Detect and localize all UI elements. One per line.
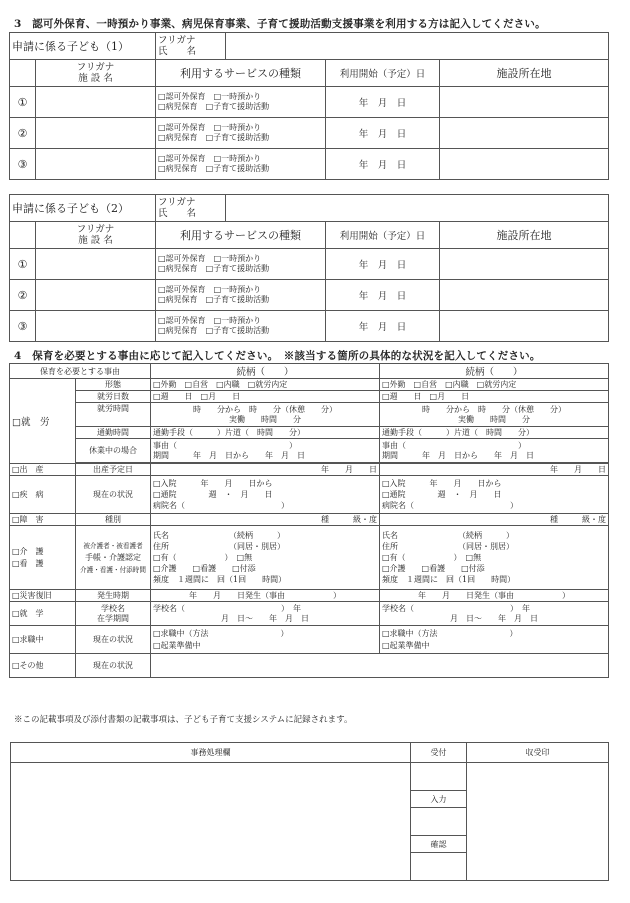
section-3-heading: 3 認可外保育、一時預かり事業、病児保育事業、子育て援助活動支援事業を利用する方は記入してください。 [14, 18, 546, 30]
disability-sub-label: 種別 [76, 514, 151, 526]
birth-sub-label: 出産予定日 [76, 464, 151, 476]
facility-name-header: 施 設 名 [78, 235, 113, 246]
furigana-label: フリガナ [158, 35, 196, 46]
work-form-field-2[interactable]: □外勤 □自営 □内職 □就労内定 [380, 379, 609, 391]
confirm-label: 確認 [411, 836, 467, 853]
facility-name-field[interactable] [36, 149, 156, 180]
work-leave-label: 休業中の場合 [76, 439, 151, 463]
row-number: ① [10, 87, 36, 118]
facility-name-field[interactable] [36, 280, 156, 311]
location-field[interactable] [440, 249, 609, 280]
birth-date-field-2[interactable]: 年 月 日 [380, 464, 609, 476]
relation-header-2: 続柄（ ） [380, 364, 609, 379]
start-date-field[interactable]: 年 月 日 [326, 249, 440, 280]
start-date-header: 利用開始（予定）日 [326, 60, 440, 87]
office-header: 事務処理欄 [11, 743, 411, 763]
disability-field-1[interactable]: 種 級・度 [151, 514, 380, 526]
child-block-2 [9, 194, 609, 342]
stamp-label: 収受印 [467, 743, 609, 763]
service-options[interactable]: □認可外保育 □一時預かり □病児保育 □子育て援助活動 [156, 249, 326, 280]
section-4-heading: 4 保育を必要とする事由に応じて記入してください。 ※該当する箇所の具体的な状況を記入してください。 [14, 350, 541, 362]
reasons-table [9, 363, 609, 678]
furigana-label: フリガナ [158, 197, 196, 208]
reason-header: 保育を必要とする事由 [10, 364, 151, 379]
school-sub-labels: 学校名 在学期間 [76, 602, 151, 626]
disability-field-2[interactable]: 種 級・度 [380, 514, 609, 526]
facility-furigana-header: フリガナ [76, 62, 115, 73]
service-type-header: 利用するサービスの種類 [156, 60, 326, 87]
child-1-label: 申請に係る子ども（1） [10, 33, 156, 60]
school-checkbox[interactable]: □就 学 [10, 602, 76, 626]
location-field[interactable] [440, 280, 609, 311]
location-header: 施設所在地 [440, 222, 609, 249]
stamp-area[interactable] [467, 763, 609, 881]
work-form-field-1[interactable]: □外勤 □自営 □内職 □就労内定 [151, 379, 380, 391]
row-number: ① [10, 249, 36, 280]
jobseek-field-2[interactable]: □求職中（方法 ） □起業準備中 [380, 626, 609, 654]
school-field-1[interactable]: 学校名（ ） 年 月 日～ 年 月 日 [151, 602, 380, 626]
school-field-2[interactable]: 学校名（ ） 年 月 日～ 年 月 日 [380, 602, 609, 626]
disaster-checkbox[interactable]: □災害復旧 [10, 590, 76, 602]
office-processing-area[interactable] [11, 763, 411, 881]
jobseek-checkbox[interactable]: □求職中 [10, 626, 76, 654]
start-date-field[interactable]: 年 月 日 [326, 87, 440, 118]
row-number: ③ [10, 149, 36, 180]
work-form-label: 形態 [76, 379, 151, 391]
work-days-label: 就労日数 [76, 391, 151, 403]
care-checkbox[interactable]: □介 護 □看 護 [10, 526, 76, 590]
work-commute-field-1[interactable]: 通勤手段（ ）片道（ 時間 分） [151, 427, 380, 439]
system-note: ※この記載事項及び添付書類の記載事項は、子ども子育て支援システムに記録されます。 [14, 715, 353, 725]
service-options[interactable]: □認可外保育 □一時預かり □病児保育 □子育て援助活動 [156, 311, 326, 342]
birth-date-field-1[interactable]: 年 月 日 [151, 464, 380, 476]
illness-checkbox[interactable]: □疾 病 [10, 476, 76, 514]
service-options[interactable]: □認可外保育 □一時預かり □病児保育 □子育て援助活動 [156, 118, 326, 149]
work-leave-field-1[interactable]: 事由（ ） 期間 年 月 日から 年 月 日 [151, 439, 380, 463]
work-commute-field-2[interactable]: 通勤手段（ ）片道（ 時間 分） [380, 427, 609, 439]
facility-name-header: 施 設 名 [78, 73, 113, 84]
location-field[interactable] [440, 118, 609, 149]
other-sub-label: 現在の状況 [76, 654, 151, 678]
location-field[interactable] [440, 149, 609, 180]
jobseek-field-1[interactable]: □求職中（方法 ） □起業準備中 [151, 626, 380, 654]
location-field[interactable] [440, 87, 609, 118]
facility-name-field[interactable] [36, 249, 156, 280]
child-block-1 [9, 32, 609, 180]
work-hours-label: 就労時間 [76, 403, 151, 427]
office-use-table [10, 742, 609, 881]
care-field-2[interactable]: 氏名 （続柄 ） 住所 （同居・別居） □有（ ） □無 □介護 □看護 □付添 頻度 １週間に 回（1回 時間） [380, 526, 609, 590]
start-date-header: 利用開始（予定）日 [326, 222, 440, 249]
row-number: ② [10, 280, 36, 311]
child-2-label: 申請に係る子ども（2） [10, 195, 156, 222]
input-label: 入力 [411, 791, 467, 808]
row-number: ③ [10, 311, 36, 342]
location-field[interactable] [440, 311, 609, 342]
child-2-name-field[interactable] [226, 195, 609, 222]
row-number: ② [10, 118, 36, 149]
service-options[interactable]: □認可外保育 □一時預かり □病児保育 □子育て援助活動 [156, 149, 326, 180]
work-checkbox[interactable]: □就 労 [10, 379, 76, 464]
name-label: 氏 名 [158, 208, 197, 219]
disaster-sub-label: 発生時期 [76, 590, 151, 602]
illness-field-2[interactable]: □入院 年 月 日から □通院 週 ・ 月 日 病院名（ ） [380, 476, 609, 514]
received-label: 受付 [411, 743, 467, 763]
work-leave-field-2[interactable]: 事由（ ） 期間 年 月 日から 年 月 日 [380, 439, 609, 463]
name-label: 氏 名 [158, 46, 197, 57]
facility-name-field[interactable] [36, 311, 156, 342]
disaster-field-1[interactable]: 年 月 日発生（事由 ） [151, 590, 380, 602]
jobseek-sub-label: 現在の状況 [76, 626, 151, 654]
work-days-field-1[interactable]: □週 日 □月 日 [151, 391, 380, 403]
work-hours-field-2[interactable]: 時 分から 時 分（休憩 分） 実働 時間 分 [380, 403, 609, 427]
location-header: 施設所在地 [440, 60, 609, 87]
care-field-1[interactable]: 氏名 （続柄 ） 住所 （同居・別居） □有（ ） □無 □介護 □看護 □付添 頻度 １週間に 回（1回 時間） [151, 526, 380, 590]
start-date-field[interactable]: 年 月 日 [326, 118, 440, 149]
other-checkbox[interactable]: □その他 [10, 654, 76, 678]
facility-furigana-header: フリガナ [76, 224, 115, 235]
service-options[interactable]: □認可外保育 □一時預かり □病児保育 □子育て援助活動 [156, 280, 326, 311]
disaster-field-2[interactable]: 年 月 日発生（事由 ） [380, 590, 609, 602]
start-date-field[interactable]: 年 月 日 [326, 280, 440, 311]
birth-checkbox[interactable]: □出 産 [10, 464, 76, 476]
start-date-field[interactable]: 年 月 日 [326, 311, 440, 342]
work-commute-label: 通勤時間 [76, 427, 151, 439]
illness-field-1[interactable]: □入院 年 月 日から □通院 週 ・ 月 日 病院名（ ） [151, 476, 380, 514]
illness-sub-label: 現在の状況 [76, 476, 151, 514]
child-1-name-field[interactable] [226, 33, 609, 60]
start-date-field[interactable]: 年 月 日 [326, 149, 440, 180]
facility-name-field[interactable] [36, 87, 156, 118]
service-options[interactable]: □認可外保育 □一時預かり □病児保育 □子育て援助活動 [156, 87, 326, 118]
facility-name-field[interactable] [36, 118, 156, 149]
service-type-header: 利用するサービスの種類 [156, 222, 326, 249]
disability-checkbox[interactable]: □障 害 [10, 514, 76, 526]
input-field[interactable] [411, 808, 467, 836]
work-days-field-2[interactable]: □週 日 □月 日 [380, 391, 609, 403]
confirm-field[interactable] [411, 853, 467, 881]
work-hours-field-1[interactable]: 時 分から 時 分（休憩 分） 実働 時間 分 [151, 403, 380, 427]
care-sub-labels: 被介護者・被看護者 手帳・介護認定 介護・看護・付添時間 [76, 526, 151, 590]
other-field[interactable] [151, 654, 609, 678]
relation-header-1: 続柄（ ） [151, 364, 380, 379]
received-field[interactable] [411, 763, 467, 791]
